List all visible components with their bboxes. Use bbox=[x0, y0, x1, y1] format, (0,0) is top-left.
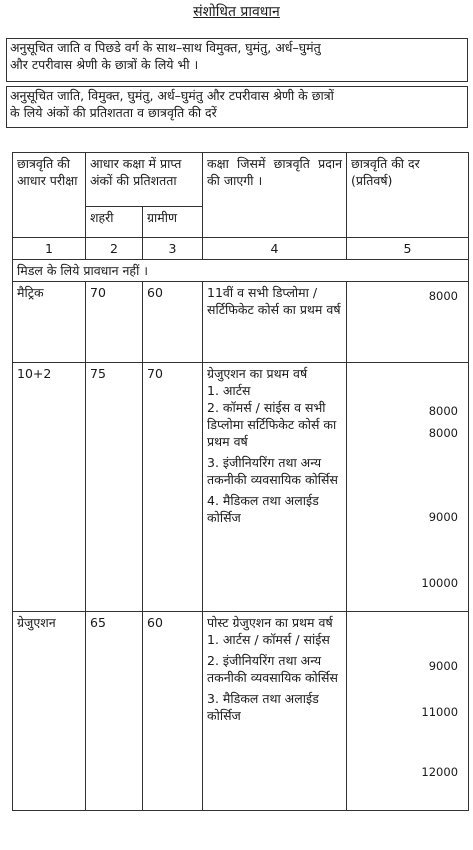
col-number-4: 4 bbox=[203, 238, 347, 260]
row-class bbox=[203, 282, 347, 363]
row-rural: 60 bbox=[143, 282, 203, 363]
row-rate bbox=[347, 612, 469, 811]
row-exam: 10+2 bbox=[13, 363, 86, 612]
row-rate bbox=[347, 282, 469, 363]
page-title: संशोधित प्रावधान bbox=[193, 4, 280, 20]
row-exam: मैट्रिक bbox=[13, 282, 86, 363]
header-rural: ग्रामीण bbox=[143, 207, 203, 238]
row-urban: 65 bbox=[86, 612, 143, 811]
row-rural: 70 bbox=[143, 363, 203, 612]
rate-value: 10000 bbox=[421, 576, 459, 590]
rate-value: 9000 bbox=[428, 510, 459, 524]
row-rate bbox=[347, 363, 469, 612]
header-class: कक्षा जिसमें छात्रवृति प्रदान की जाएगी । bbox=[203, 153, 347, 238]
rates-heading-line-2: के लिये अंकों की प्रतिशतता व छात्रवृति की दरें bbox=[10, 105, 217, 120]
rates-heading-line-1: अनुसूचित जाति, विमुक्त, घुमंतु, अर्ध–घुमंतु और टपरीवास श्रेणी के छात्रों bbox=[10, 88, 334, 103]
rate-value: 8000 bbox=[428, 289, 459, 303]
rates-heading-box bbox=[6, 86, 468, 128]
class-item: 1. आर्टस / कॉमर्स / सांईस bbox=[207, 632, 330, 647]
row-exam: ग्रेजुएशन bbox=[13, 612, 86, 811]
class-item: 3. इंजीनियरिंग तथा अन्य तकनीकी व्यवसायिक कोर्सिस bbox=[207, 455, 338, 487]
table-row bbox=[13, 363, 469, 612]
rate-value: 12000 bbox=[421, 765, 459, 779]
scholarship-rates-table bbox=[12, 152, 469, 811]
rate-value: 11000 bbox=[421, 705, 459, 719]
class-heading: ग्रेजुएशन का प्रथम वर्ष bbox=[207, 366, 308, 381]
class-item: 2. कॉमर्स / सांईस व सभी डिप्लोमा सर्टिफिकेट कोर्स का प्रथम वर्ष bbox=[207, 400, 337, 449]
class-item: 2. इंजीनियरिंग तथा अन्य तकनीकी व्यवसायिक कोर्सिस bbox=[207, 653, 338, 685]
class-heading: पोस्ट ग्रेजुएशन का प्रथम वर्ष bbox=[207, 615, 333, 630]
middle-note: मिडल के लिये प्रावधान नहीं । bbox=[13, 260, 469, 282]
scope-note-line-1: अनुसूचित जाति व पिछडे वर्ग के साथ–साथ विमुक्त, घुमंतु, अर्ध–घुमंतु bbox=[10, 40, 321, 55]
class-item: 4. मैडिकल तथा अलाईड कोर्सिज bbox=[207, 493, 319, 525]
middle-note-row bbox=[13, 260, 469, 282]
table-header-row bbox=[13, 153, 469, 207]
header-exam: छात्रवृति की आधार परीक्षा bbox=[13, 153, 86, 238]
class-item: 1. आर्टस bbox=[207, 383, 251, 398]
header-urban: शहरी bbox=[86, 207, 143, 238]
header-rate: छात्रवृति की दर (प्रतिवर्ष) bbox=[347, 153, 469, 238]
row-urban: 75 bbox=[86, 363, 143, 612]
row-class bbox=[203, 363, 347, 612]
header-percent: आधार कक्षा में प्राप्त अंकों की प्रतिशतता bbox=[86, 153, 203, 207]
scope-note-box bbox=[6, 38, 468, 82]
table-row bbox=[13, 612, 469, 811]
col-number-5: 5 bbox=[347, 238, 469, 260]
rate-value: 8000 bbox=[428, 426, 459, 440]
col-number-3: 3 bbox=[143, 238, 203, 260]
row-class bbox=[203, 612, 347, 811]
row-urban: 70 bbox=[86, 282, 143, 363]
class-item: 3. मैडिकल तथा अलाईड कोर्सिज bbox=[207, 691, 319, 723]
rate-value: 9000 bbox=[428, 659, 459, 673]
col-number-1: 1 bbox=[13, 238, 86, 260]
col-number-2: 2 bbox=[86, 238, 143, 260]
column-number-row bbox=[13, 238, 469, 260]
class-item: 11वीं व सभी डिप्लोमा / सर्टिफिकेट कोर्स का प्रथम वर्ष bbox=[207, 285, 341, 317]
table-row bbox=[13, 282, 469, 363]
scope-note-line-2: और टपरीवास श्रेणी के छात्रों के लिये भी । bbox=[10, 57, 199, 72]
rate-value: 8000 bbox=[428, 404, 459, 418]
row-rural: 60 bbox=[143, 612, 203, 811]
